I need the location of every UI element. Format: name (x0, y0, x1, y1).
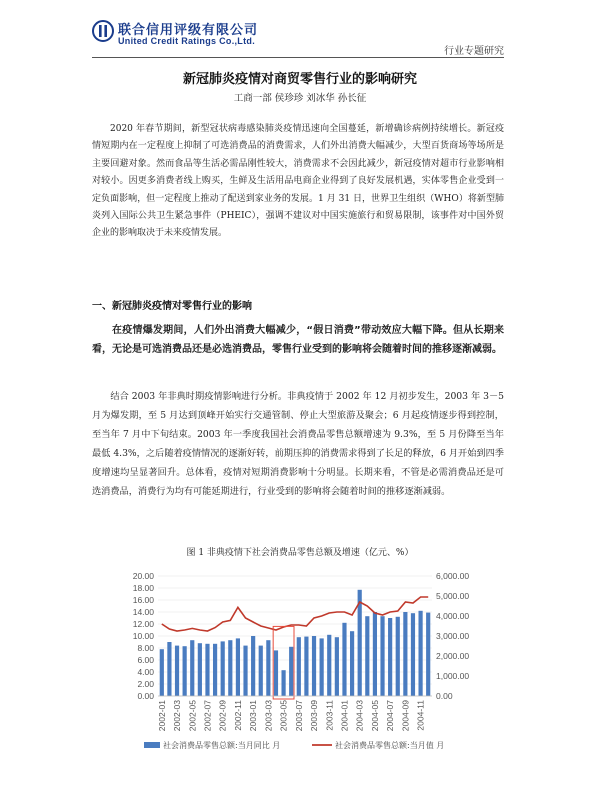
bar (266, 640, 270, 696)
x-tick-label: 2002-11 (232, 700, 243, 731)
bar (350, 631, 354, 696)
bar (388, 618, 392, 696)
y-left-tick-label: 8.00 (137, 643, 154, 653)
x-tick-label: 2003-11 (324, 700, 335, 731)
document-type-label: 行业专题研究 (444, 46, 504, 57)
bar (342, 623, 346, 696)
x-tick-label: 2004-03 (354, 700, 365, 732)
bar (403, 612, 407, 696)
bar (190, 640, 194, 696)
bar (251, 636, 255, 696)
y-left-tick-label: 20.00 (132, 571, 154, 581)
retail-sales-chart (120, 560, 480, 760)
legend-line-label: 社会消费品零售总额:当月值 月 (335, 741, 445, 750)
x-tick-label: 2003-05 (278, 700, 289, 732)
legend-bar-label: 社会消费品零售总额:当月同比 月 (163, 741, 281, 750)
x-tick-label: 2004-05 (369, 700, 380, 732)
bar (236, 638, 240, 696)
y-right-tick-label: 1,000.00 (436, 671, 470, 681)
abstract-paragraph: 2020 年春节期间，新型冠状病毒感染肺炎疫情迅速向全国蔓延，新增确诊病例持续增长。新冠疫情短期内在一定程度上抑制了可选消费品的消费需求，人们外出消费大幅减少，大型百货商场等场所是主要回避对象。然而食品等生活必需品刚性较大，消费需求不会因此减少，新冠疫情对超市行业影响相对较小。因更多消费者线上购买，生鲜及生活用品电商企业得到了良好发展机遇，实体零售企业受到一定负面影响，但一定程度上推动了配送到家业务的发展。1 月 31 日，世界卫生组织（WHO）将新型肺炎列入国际公共卫生紧急事件（PHEIC），强调不建议对中国实施旅行和贸易限制，该事件对中国外贸企业的影响取决于未来疫情发展。 (92, 124, 504, 239)
x-tick-label: 2004-01 (339, 700, 350, 732)
y-right-tick-label: 3,000.00 (436, 631, 470, 641)
y-right-tick-label: 2,000.00 (436, 651, 470, 661)
bar (373, 612, 377, 696)
bar (411, 613, 415, 696)
bar (312, 636, 316, 696)
bar (228, 640, 232, 696)
x-tick-label: 2002-07 (202, 700, 213, 732)
x-tick-label: 2003-09 (309, 700, 320, 732)
figure-caption: 图 1 非典疫情下社会消费品零售总额及增速（亿元、%） (186, 548, 414, 558)
bar (297, 637, 301, 696)
section-body-paragraph: 结合 2003 年非典时期疫情影响进行分析。非典疫情于 2002 年 12 月初步发生，2003 年 3－5 月为爆发期，至 5 月达到顶峰开始实行交通管制、停止大型旅游及聚会；6 月起疫情逐步得到控制，至当年 7 月中下旬结束。2003 年一季度我国社会消费品零售总额增速为 9.3%，至 5 月份降至当年最低 4.3%，之后随着疫情情况的逐渐好转，前期压抑的消费需求得到了长足的释放，6 月开始到四季度增速均呈显著回升。总体看，疫情对短期消费影响十分明显。长期来看，不管是必需消费品还是可选消费品，消费行为均有可能延期进行，行业受到的影响将会随着时间的推移逐渐减弱。 (92, 391, 504, 497)
bar (221, 641, 225, 696)
bar (289, 647, 293, 696)
x-tick-label: 2003-03 (263, 700, 274, 732)
y-left-tick-label: 10.00 (132, 631, 154, 641)
x-tick-label: 2004-07 (385, 700, 396, 732)
y-left-tick-label: 6.00 (137, 655, 154, 665)
bar (213, 644, 217, 696)
bar (327, 635, 331, 696)
y-left-tick-label: 16.00 (132, 595, 154, 605)
bar (205, 644, 209, 696)
company-logo-icon (92, 20, 114, 42)
bar (160, 649, 164, 696)
x-tick-label: 2002-03 (172, 700, 183, 732)
y-left-tick-label: 14.00 (132, 607, 154, 617)
bar (183, 646, 187, 696)
bar (396, 617, 400, 696)
company-name-cn: 联合信用评级有限公司 (118, 23, 259, 38)
bar (418, 611, 422, 696)
bar (167, 642, 171, 696)
bar (304, 637, 308, 696)
x-tick-label: 2004-09 (400, 700, 411, 732)
y-left-tick-label: 0.00 (137, 691, 154, 701)
y-right-tick-label: 5,000.00 (436, 591, 470, 601)
bar (335, 637, 339, 696)
section-lead-paragraph: 在疫情爆发期间，人们外出消费大幅减少，“假日消费”带动效应大幅下降。但从长期来看，无论是可选消费品还是必选消费品，零售行业受到的影响将会随着时间的推移逐渐减弱。 (92, 325, 504, 355)
x-tick-label: 2003-07 (293, 700, 304, 732)
legend-bar-swatch (144, 742, 160, 748)
bar (320, 638, 324, 696)
bar (380, 616, 384, 696)
y-left-tick-label: 4.00 (137, 667, 154, 677)
section-heading: 一、新冠肺炎疫情对零售行业的影响 (92, 301, 252, 312)
x-tick-label: 2004-11 (415, 700, 426, 731)
y-left-tick-label: 12.00 (132, 619, 154, 629)
bar (175, 646, 179, 696)
bar (259, 646, 263, 696)
bar (426, 613, 430, 696)
x-tick-label: 2002-05 (187, 700, 198, 732)
bar (198, 643, 202, 696)
x-tick-label: 2003-01 (248, 700, 259, 732)
header-divider (92, 57, 504, 58)
y-right-tick-label: 0.00 (436, 691, 453, 701)
page-header (0, 0, 600, 62)
bar (274, 650, 278, 696)
y-left-tick-label: 18.00 (132, 583, 154, 593)
y-right-tick-label: 6,000.00 (436, 571, 470, 581)
y-right-tick-label: 4,000.00 (436, 611, 470, 621)
bar (365, 616, 369, 696)
x-tick-label: 2002-01 (156, 700, 167, 732)
authors-line: 工商一部 侯珍珍 刘冰华 孙长征 (233, 93, 367, 104)
company-name-en: United Credit Ratings Co.,Ltd. (118, 36, 255, 46)
y-left-tick-label: 2.00 (137, 679, 154, 689)
x-tick-label: 2002-09 (217, 700, 228, 732)
bar (281, 670, 285, 696)
page-title: 新冠肺炎疫情对商贸零售行业的影响研究 (182, 72, 417, 87)
bar (243, 646, 247, 696)
